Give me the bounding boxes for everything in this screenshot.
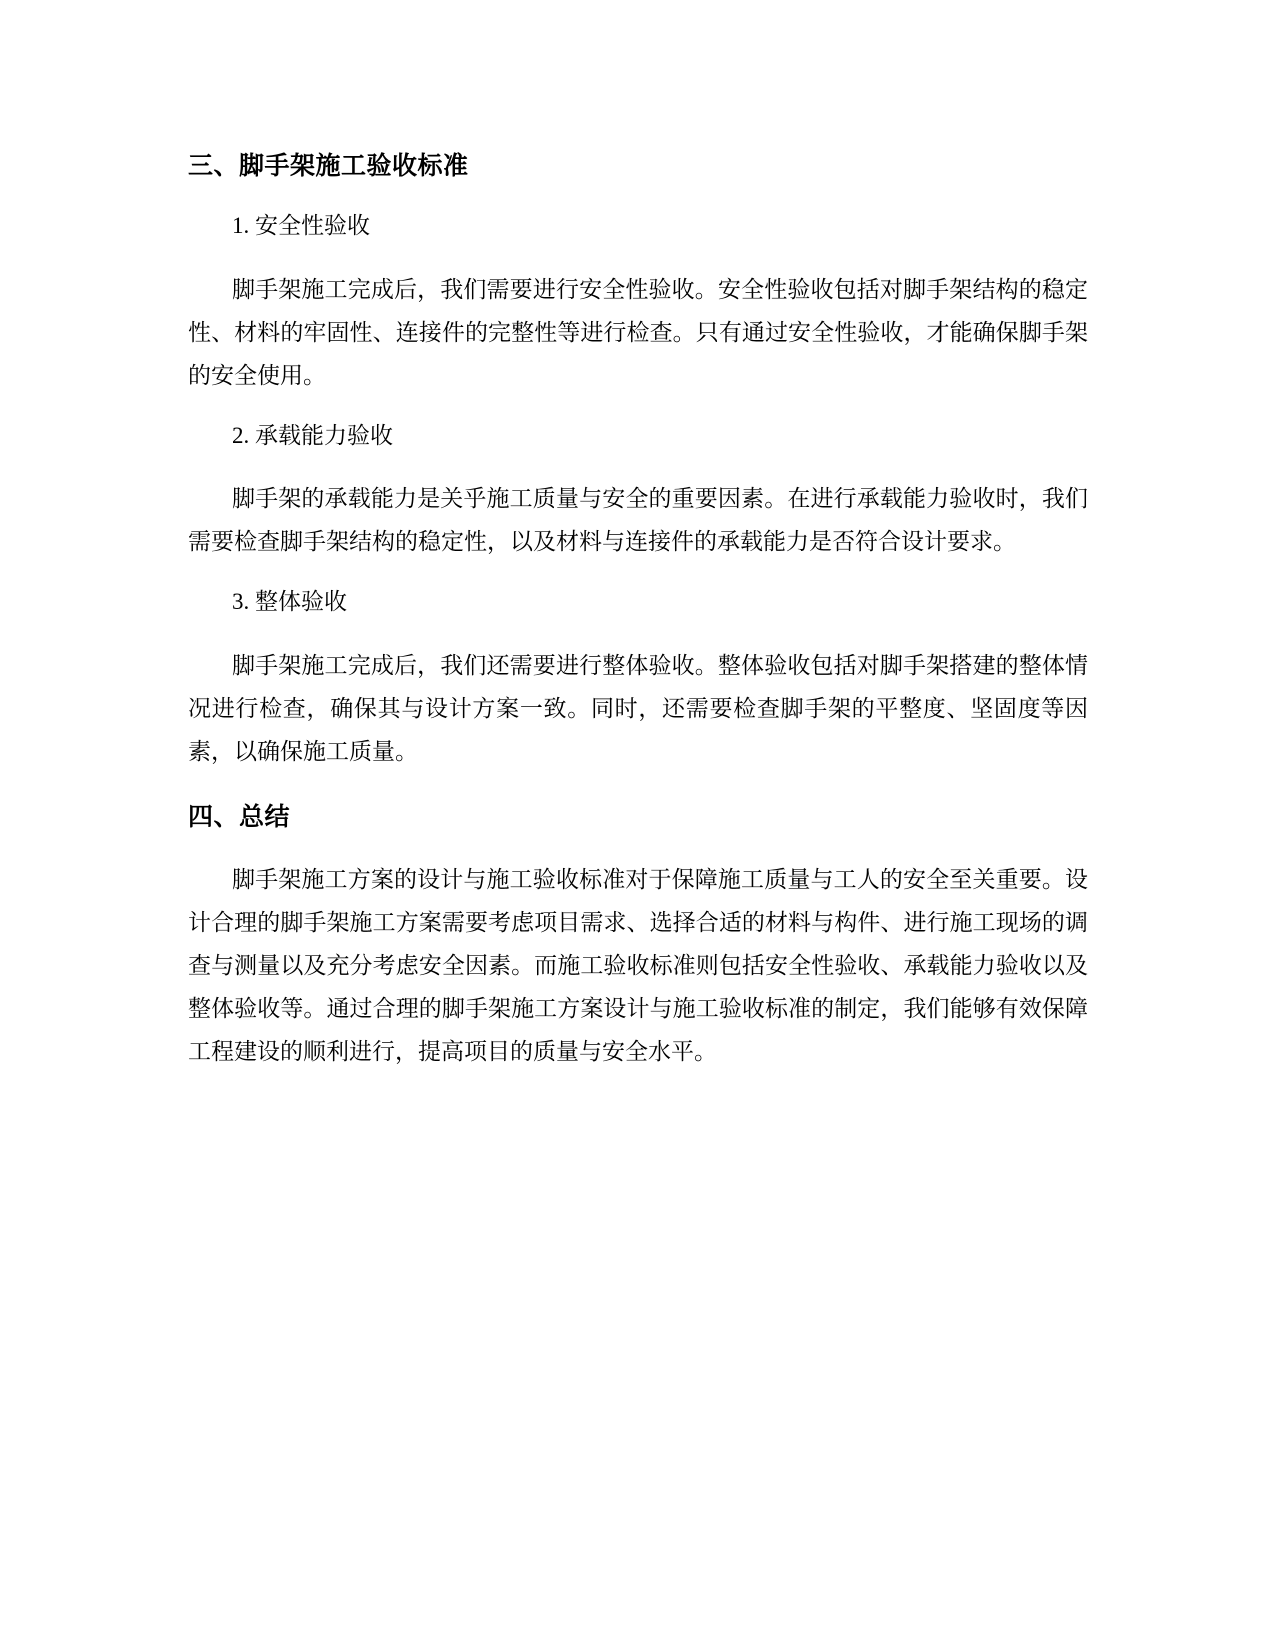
- document-content: [188, 148, 1088, 1073]
- paragraph-overall-acceptance: 脚手架施工完成后，我们还需要进行整体验收。整体验收包括对脚手架搭建的整体情况进行检查，确保其与设计方案一致。同时，还需要检查脚手架的平整度、坚固度等因素，以确保施工质量。: [188, 652, 1088, 764]
- paragraph-safety-acceptance: 脚手架施工完成后，我们需要进行安全性验收。安全性验收包括对脚手架结构的稳定性、材料的牢固性、连接件的完整性等进行检查。只有通过安全性验收，才能确保脚手架的安全使用。: [188, 276, 1088, 388]
- subheading-safety-acceptance: 1. 安全性验收: [232, 213, 370, 238]
- paragraph-summary: 脚手架施工方案的设计与施工验收标准对于保障施工质量与工人的安全至关重要。设计合理的脚手架施工方案需要考虑项目需求、选择合适的材料与构件、进行施工现场的调查与测量以及充分考虑安全因素。而施工验收标准则包括安全性验收、承载能力验收以及整体验收等。通过合理的脚手架施工方案设计与施工验收标准的制定，我们能够有效保障工程建设的顺利进行，提高项目的质量与安全水平。: [188, 866, 1088, 1064]
- section-heading-summary: 四、总结: [188, 801, 291, 831]
- section-heading-acceptance-standards: 三、脚手架施工验收标准: [188, 151, 469, 180]
- subheading-load-capacity-acceptance: 2. 承载能力验收: [232, 422, 393, 448]
- paragraph-load-capacity-acceptance: 脚手架的承载能力是关乎施工质量与安全的重要因素。在进行承载能力验收时，我们需要检查脚手架结构的稳定性，以及材料与连接件的承载能力是否符合设计要求。: [188, 486, 1088, 554]
- subheading-overall-acceptance: 3. 整体验收: [232, 589, 347, 614]
